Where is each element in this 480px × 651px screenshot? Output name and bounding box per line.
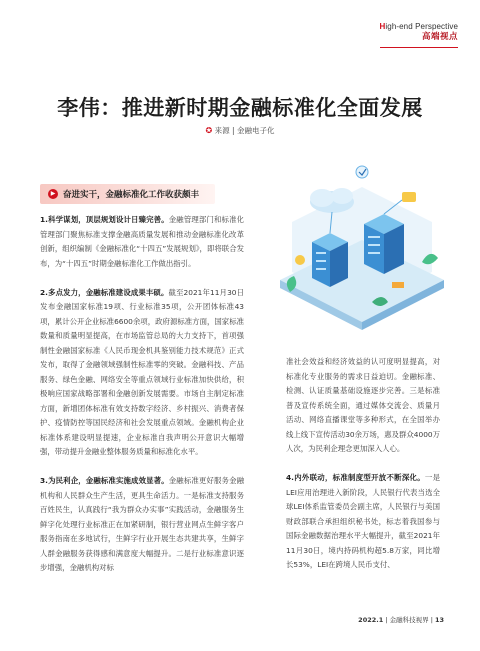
paragraph-lead: 2.多点发力，金融标准建设成果丰硕。 xyxy=(40,287,169,297)
paragraph-2 xyxy=(40,286,244,460)
star-icon: ✪ xyxy=(205,126,213,135)
byline-prefix: 来源 xyxy=(214,126,230,135)
paragraph-text: 一是LEI应用治理进入新阶段，人民银行代表当选全球LEI体系监管委员会副主席，人民银行与美国财政部联合承担组织秘书处，标志着我国参与国际金融数据治理水平大幅提升，截至2021年11月30日，境内持码机构超5.8万家，同比增长53%，LEI在跨境人民币支付、 xyxy=(286,473,440,569)
left-column xyxy=(40,213,244,590)
paragraph-lead: 4.内外联动，标准制度型开放不断深化。 xyxy=(286,473,425,482)
header-english xyxy=(380,22,459,32)
section-heading xyxy=(40,184,215,204)
paragraph-1 xyxy=(40,213,244,271)
footer-separator: | xyxy=(385,616,390,624)
paragraph-text: 金融标准更好服务金融机构和人民群众生产生活，更具生命活力。一是标准支持服务百姓民生，认真践行“我为群众办实事”实践活动，金融服务生鲜字化处理行业标准正在加紧研制，银行营业网点生鲜字客户服务指南在多地试行，生鲜字行业开展生态共建共享，生鲜字人群金融服务获得感和满意度大幅提升。二是行业标准意识逐步增强，金融机构对标 xyxy=(40,476,244,572)
byline-separator: | xyxy=(232,126,235,135)
paragraph-3-continued xyxy=(286,355,440,457)
footer-issue: 2022.1 xyxy=(358,616,384,624)
paragraph-3 xyxy=(40,474,244,576)
running-header xyxy=(380,22,459,43)
paragraph-text: 截至2021年11月30日发布金融国家标准19项、行业标准35项，公开团体标准43项，累计公开企业标准6600余项，政府源标准方面，国家标准数量和质量明显提高，在市场监管总局的大力支持下，首项强制性金融国家标准《人民币现金机具鉴别能力技术规范》正式发布，取得了金融领域强制性标准零的突破。金融科技、产品服务、绿色金融、网络安全等重点领域行业标准加快供给，积极响应国家战略部署和金融创新发展需要。市场自主制定标准方面，新增团体标准有效支持数字经济、乡村振兴、消费者保护、疫情防控等国民经济和社会发展重点领域。金融机构企业标准体系建设明显提速，企业标准自我声明公开意识大幅增强，带动提升金融业整体服务质量和标准化水平。 xyxy=(40,287,244,456)
header-english-rest: igh-end Perspective xyxy=(385,22,458,31)
footer-separator: | xyxy=(430,616,435,624)
header-english-accent: H xyxy=(379,22,386,31)
header-rule xyxy=(380,47,458,48)
article-title: 李伟：推进新时期金融标准化全面发展 xyxy=(57,96,423,120)
paragraph-text: 金融管理部门和标准化管理部门聚焦标准支撑金融高质量发展和推动金融标准化改革创新，组织编制《金融标准化“十四五”发展规划》，即将联合发布，为“十四五”时期金融标准化工作做出指引。 xyxy=(40,215,244,268)
byline-source: 金融电子化 xyxy=(236,126,275,135)
isometric-datacenter-illustration xyxy=(272,152,450,342)
right-column xyxy=(286,355,440,587)
paragraph-text: 准社会效益和经济效益的认可度明显提高，对标准化专业服务的需求日益迫切。金融标准、检测、认证质量基础设施逐步完善。三是标准普及宣传系统全面，通过媒体交流会、质量月活动、网络直播课堂等多种形式，在全国举办线上线下宣传活动30余万场，惠及群众4000万人次，为民利企理念更加深入人心。 xyxy=(286,357,440,453)
paragraph-4 xyxy=(286,471,440,573)
page-footer xyxy=(358,615,444,624)
section-heading-label: 奋进实干，金融标准化工作收获颇丰 xyxy=(63,190,200,200)
paragraph-lead: 3.为民利企，金融标准实施成效显著。 xyxy=(40,476,169,485)
paragraph-lead: 1.科学谋划，顶层规划设计日臻完善。 xyxy=(40,215,169,224)
article-byline xyxy=(0,125,480,136)
section-bullet-icon: ▶ xyxy=(48,189,58,199)
footer-page-number: 13 xyxy=(434,616,444,624)
header-chinese: 高端视点 xyxy=(421,32,458,42)
footer-magazine: 金融科技视界 xyxy=(389,616,429,624)
